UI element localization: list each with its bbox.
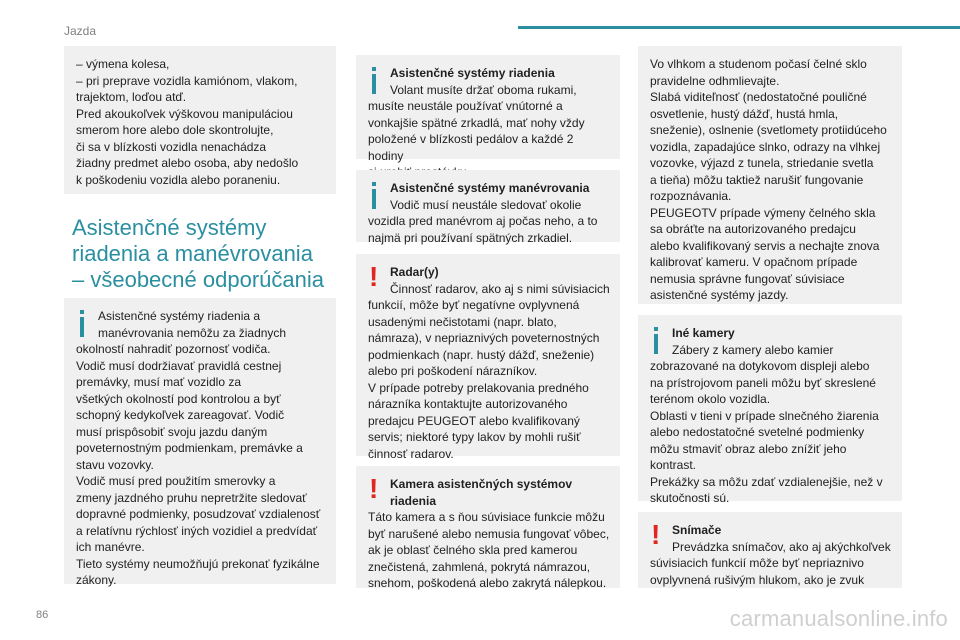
section-heading — [72, 215, 344, 293]
box-body: funkcií, môže byť negatívne ovplyvnená usadenými nečistotami (napr. blato, námraza), v nepriaznivých poveternostných podmienkach (napr. hustý dážď, sneženie) alebo pri poškodení nárazníkov. V prípade potreby prelakovania predného nárazníka kontaktujte autorizovaného predajcu PEUGEOT alebo kvalifikovaný servis; niektoré typy lakov by mohli rušiť činnosť radarov. — [368, 298, 600, 461]
box-body: vozidla pred manévrom aj počas neho, a to najmä pri používaní spätných zrkadiel. — [368, 214, 598, 245]
info-icon — [366, 67, 386, 95]
box-body: zobrazované na dotykovom displeji alebo na prístrojovom paneli môžu byť skreslené terénom okolo vozidla. Oblasti v tieni v prípade slnečného žiarenia alebo nedostatočné svetelné podmienky môžu stmaviť obraz alebo znížiť jeho kontrast. Prekážky sa môžu zdať vzdialenejšie, než v skutočnosti sú. — [650, 359, 883, 505]
box-body: Táto kamera a s ňou súvisiace funkcie môžu byť narušené alebo nemusia fungovať vôbec, ak je oblasť čelného skla pred kamerou znečistená, zahmlená, pokrytá námrazou, snehom, poškodená alebo zakrytá nálepkou. — [368, 510, 610, 590]
heading-line: Asistenčné systémy — [72, 215, 267, 240]
box-title: Iné kamery — [672, 326, 735, 340]
box-title: Asistenčné systémy manévrovania — [390, 181, 590, 195]
box-title: Snímače — [672, 523, 722, 537]
watermark: carmanualsonline.info — [729, 606, 948, 631]
note-line: Pred akoukoľvek výškovou manipuláciou smerom hore alebo dole skontrolujte, či sa v blízkosti vozidla nenachádza žiadny predmet alebo osoba, aby nedošlo k poškodeniu vozidla alebo poraneniu. — [76, 106, 299, 187]
info-box-other-cameras — [638, 315, 902, 505]
box-body: súvisiacich funkcií môže byť nepriaznivo ovplyvnená rušivým hlukom, ako je zvuk — [650, 556, 865, 587]
box-first-line: Zábery z kamery alebo kamier — [672, 342, 834, 357]
info-box-driving-assist — [356, 55, 620, 163]
info-box-general — [64, 298, 336, 587]
note-line: – pri preprave vozidla kamiónom, vlakom, trajektom, loďou atď. — [76, 73, 298, 104]
warning-icon: ! — [369, 261, 379, 292]
warning-icon: ! — [651, 519, 661, 550]
note-box-lifting — [64, 46, 336, 194]
page-number: 86 — [36, 609, 49, 621]
heading-line: riadenia a manévrovania — [72, 241, 313, 266]
info-first-lines: Asistenčné systémy riadenia a manévrovania nemôžu za žiadnych — [98, 309, 287, 340]
box-title: Asistenčné systémy riadenia — [390, 66, 555, 80]
box-body: musíte neustále používať vnútorné a vonkajšie spätné zrkadlá, mať nohy vždy položené v blízkosti pedálov a každé 2 hodiny — [368, 99, 585, 163]
box-title: Kamera asistenčných systémov riadenia — [390, 477, 573, 508]
header-accent-bar — [518, 26, 960, 29]
note-line: – výmena kolesa, — [76, 57, 170, 71]
info-box-maneuvering-assist — [356, 170, 620, 245]
info-icon — [74, 310, 94, 338]
info-body: okolností nahradiť pozornosť vodiča. Vodič musí dodržiavať pravidlá cestnej premávky, musí mať vozidlo za všetkých okolností pod kontrolou a byť schopný kedykoľvek zareagovať. Vodič musí prispôsobiť svoju jazdu daným poveternostným podmienkam, premávke a stavu vozovky. Vodič musí pred použitím smerovky a zmeny jazdného pruhu nepretržite sledovať dopravné podmienky, posudzovať vzdialenosť a relatívnu rýchlosť iných vozidiel a predvídať ich manévre. Tieto systémy neumožňujú prekonať fyzikálne zákony. — [76, 342, 321, 587]
box-first-line: Vodič musí neustále sledovať okolie — [390, 197, 582, 212]
warning-box-camera — [356, 466, 620, 588]
heading-line: – všeobecné odporúčania — [72, 267, 324, 292]
warning-box-sensors — [638, 512, 902, 588]
info-icon — [366, 182, 386, 210]
box-first-line: Činnosť radarov, ako aj s nimi súvisiacich — [390, 281, 610, 296]
warning-icon: ! — [369, 473, 379, 504]
warning-box-radar — [356, 254, 620, 461]
note-box-camera-continued — [638, 46, 902, 304]
box-first-line: Prevádzka snímačov, ako aj akýchkoľvek — [672, 539, 891, 554]
running-header: Jazda — [64, 24, 97, 38]
box-title: Radar(y) — [390, 265, 439, 279]
box-body: Vo vlhkom a studenom počasí čelné sklo pravidelne odhmlievajte. Slabá viditeľnosť (nedostatočné pouličné osvetlenie, hustý dážď, hustá hmla, sneženie), oslnenie (svetlomety protiidúceho vozidla, zapadajúce slnko, odrazy na vlhkej vozovke, výjazd z tunela, striedanie svetla a tieňa) môžu taktiež narušiť fungovanie rozpoznávania. PEUGEOTV prípade výmeny čelného skla sa obráťte na autorizovaného predajcu alebo kvalifikovaný servis a nechajte znova kalibrovať kameru. V opačnom prípade nemusia správne fungovať súvisiace asistenčné systémy jazdy. — [650, 57, 887, 302]
info-icon — [648, 327, 668, 355]
box-first-line: Volant musíte držať oboma rukami, — [390, 82, 577, 97]
